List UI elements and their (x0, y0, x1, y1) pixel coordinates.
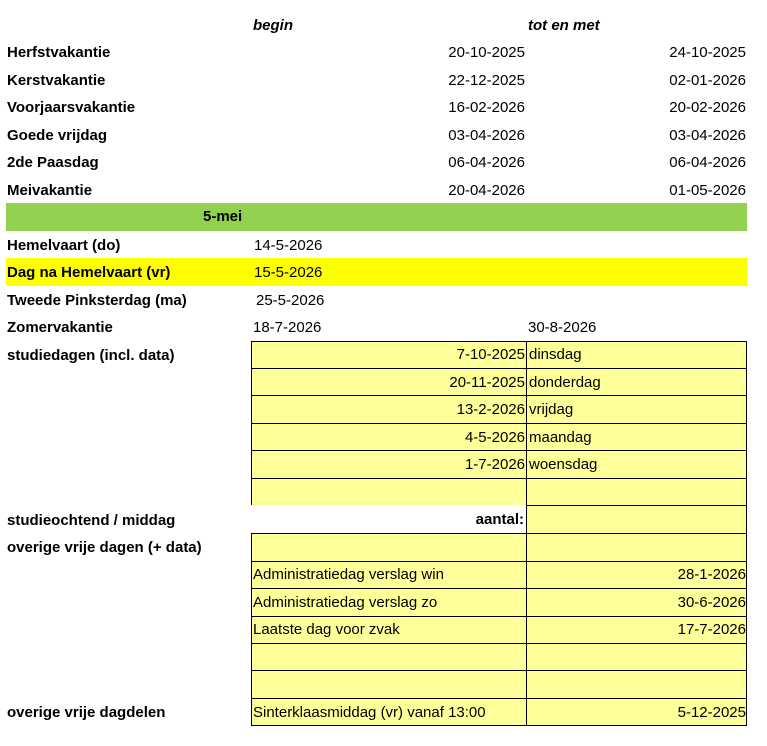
studyday-day: dinsdag (529, 346, 582, 363)
count-value-cell[interactable] (526, 505, 747, 534)
holiday-end: 24-10-2025 (669, 44, 746, 61)
otherday-desc: Administratiedag verslag zo (253, 594, 438, 611)
otherday-date-cell (526, 533, 747, 562)
studyday-date: 4-5-2026 (464, 429, 525, 446)
may5-label: 5-mei (203, 208, 243, 225)
holiday-end: 03-04-2026 (669, 127, 746, 144)
summer-end: 30-8-2026 (528, 319, 597, 336)
studyday-date: 20-11-2025 (449, 374, 525, 391)
otherpart-date: 5-12-2025 (677, 704, 746, 721)
day-name: Dag na Hemelvaart (vr) (7, 264, 171, 281)
otherday-empty-cell (251, 643, 527, 671)
otherday-empty-cell (526, 670, 747, 699)
holiday-name: Meivakantie (7, 182, 93, 199)
holiday-name: 2de Paasdag (7, 154, 99, 171)
begin-header: begin (253, 17, 293, 34)
holiday-start: 20-04-2026 (448, 182, 525, 199)
holiday-name: Voorjaarsvakantie (7, 99, 136, 116)
day-name: Hemelvaart (do) (7, 237, 121, 254)
studyday-date: 1-7-2026 (464, 456, 525, 473)
holiday-name: Goede vrijdag (7, 127, 108, 144)
holiday-end: 01-05-2026 (669, 182, 746, 199)
otherday-date: 28-1-2026 (677, 566, 746, 583)
otherdays-label: overige vrije dagen (+ data) (7, 539, 202, 556)
otherday-empty-cell (251, 670, 527, 699)
holiday-end: 06-04-2026 (669, 154, 746, 171)
holiday-name: Herfstvakantie (7, 44, 111, 61)
otherday-date: 17-7-2026 (677, 621, 746, 638)
otherpart-desc: Sinterklaasmiddag (vr) vanaf 13:00 (253, 704, 486, 721)
may5-band (6, 203, 747, 231)
holiday-name: Kerstvakantie (7, 72, 106, 89)
otherday-desc: Laatste dag voor zvak (253, 621, 400, 638)
otherday-date: 30-6-2026 (677, 594, 746, 611)
studyday-day: donderdag (529, 374, 601, 391)
studyday-date: 13-2-2026 (456, 401, 525, 418)
day-name: Tweede Pinksterdag (ma) (7, 292, 187, 309)
holiday-start: 20-10-2025 (448, 44, 525, 61)
studyday-empty-cell (251, 478, 527, 506)
summer-start: 18-7-2026 (253, 319, 322, 336)
holiday-start: 22-12-2025 (448, 72, 525, 89)
studyday-day: woensdag (529, 456, 598, 473)
holiday-end: 02-01-2026 (669, 72, 746, 89)
day-date: 25-5-2026 (256, 292, 325, 309)
otherparts-label: overige vrije dagdelen (7, 704, 166, 721)
end-header: tot en met (528, 17, 600, 34)
otherday-desc: Administratiedag verslag win (253, 566, 444, 583)
studyday-day: maandag (529, 429, 592, 446)
holiday-start: 03-04-2026 (448, 127, 525, 144)
otherday-empty-cell (526, 643, 747, 671)
otherday-desc-cell (251, 533, 527, 562)
count-label: aantal: (475, 511, 524, 528)
studyday-day: vrijdag (529, 401, 574, 418)
studyday-date: 7-10-2025 (456, 346, 525, 363)
studyday-empty-cell (526, 478, 747, 506)
holiday-start: 16-02-2026 (448, 99, 525, 116)
studydays-label: studiedagen (incl. data) (7, 347, 175, 364)
holiday-end: 20-02-2026 (669, 99, 746, 116)
summer-name: Zomervakantie (7, 319, 113, 336)
studymorning-label: studieochtend / middag (7, 512, 176, 529)
holiday-start: 06-04-2026 (448, 154, 525, 171)
day-date: 15-5-2026 (254, 264, 323, 281)
day-date: 14-5-2026 (254, 237, 323, 254)
